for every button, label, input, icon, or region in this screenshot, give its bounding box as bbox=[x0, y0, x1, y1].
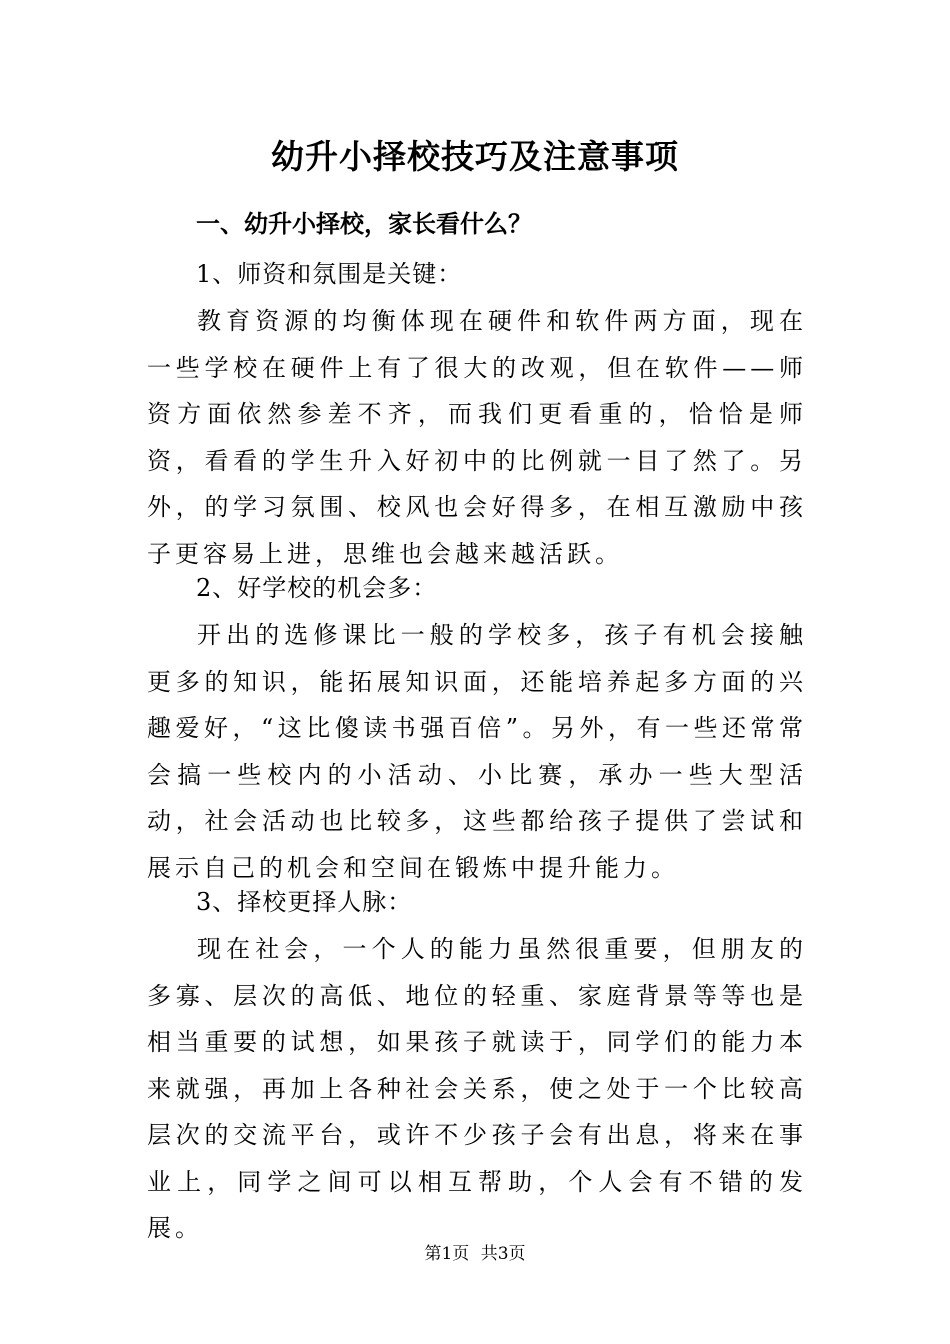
subheading-2: 2、好学校的机会多： bbox=[196, 574, 438, 602]
page-number: 第1页 bbox=[424, 1244, 470, 1264]
subheading-3: 3、择校更择人脉： bbox=[196, 888, 413, 916]
paragraph-3: 现在社会，一个人的能力虽然很重要，但朋友的多寡、层次的高低、地位的轻重、家庭背景等等也是相当重要的试想，如果孩子就读于，同学们的能力本来就强，再加上各种社会关系，使之处于一个比较高层次的交流平台，或许不少孩子会有出息，将来在事业上，同学之间可以相互帮助，个人会有不错的发展。 bbox=[147, 935, 807, 1242]
paragraph-2: 开出的选修课比一般的学校多，孩子有机会接触更多的知识，能拓展知识面，还能培养起多方面的兴趣爱好，“这比傻读书强百倍”。另外，有一些还常常会搞一些校内的小活动、小比赛，承办一些大型活动，社会活动也比较多，这些都给孩子提供了尝试和展示自己的机会和空间在锻炼中提升能力。 bbox=[147, 621, 807, 882]
document-title: 幼升小择校技巧及注意事项 bbox=[271, 137, 679, 176]
page-total: 共3页 bbox=[480, 1244, 526, 1264]
subheading-1: 1、师资和氛围是关键： bbox=[196, 260, 463, 288]
section-heading: 一、幼升小择校，家长看什么？ bbox=[196, 210, 532, 238]
page-footer bbox=[0, 1240, 950, 1268]
paragraph-1: 教育资源的均衡体现在硬件和软件两方面，现在一些学校在硬件上有了很大的改观，但在软件——师资方面依然参差不齐，而我们更看重的，恰恰是师资，看看的学生升入好初中的比例就一目了然了。另外，的学习氛围、校风也会好得多，在相互激励中孩子更容易上进，思维也会越来越活跃。 bbox=[147, 307, 807, 568]
